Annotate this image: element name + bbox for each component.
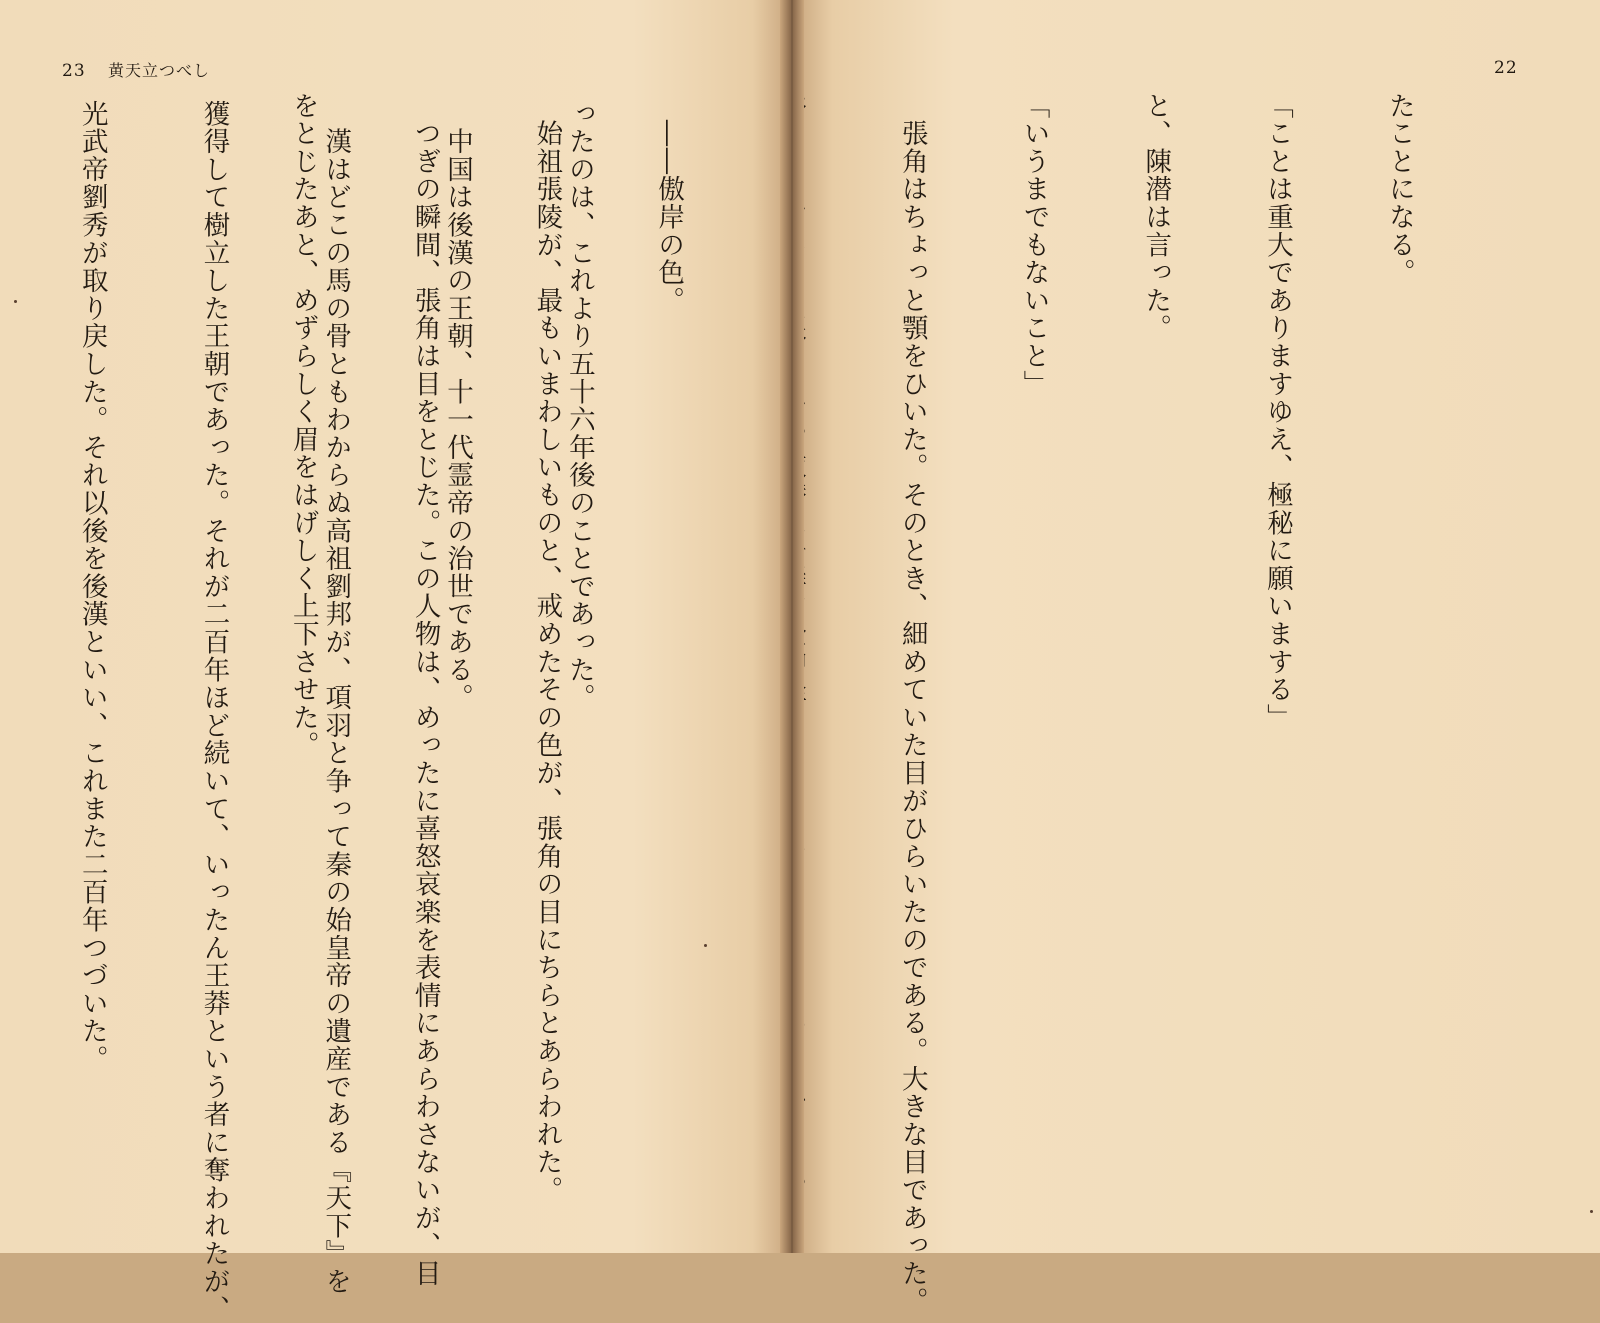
left-page-header [62, 58, 210, 81]
text-line: と、陳潜は言った。 [1140, 92, 1172, 343]
paper-speck [1590, 1210, 1593, 1213]
text-line: 始祖張陵が、最もいまわしいものと、戒めたその色が、張角の目にちらとあらわれた。 [531, 92, 563, 1204]
text-line: ――傲岸の色。 [653, 92, 685, 315]
text-line: 「いうまでもないこと」 [1018, 92, 1050, 398]
text-line: 中国は後漢の王朝、十一代霊帝の治世である。 [442, 100, 474, 712]
text-line: ったのは、これより五十六年後のことであった。 [563, 100, 595, 712]
text-line: 「ことは重大でありますゆえ、極秘に願いまする」 [1262, 92, 1294, 732]
left-page-number: 23 [62, 61, 86, 81]
right-page-body [0, 92, 1500, 1316]
text-line: 光武帝劉秀が取り戻した。それ以後を後漢といい、これまた二百年つづいた。 [76, 100, 108, 1073]
right-page-number: 22 [1494, 58, 1518, 78]
text-line: 漢はどこの馬の骨ともわからぬ高祖劉邦が、項羽と争って秦の始皇帝の遺産である『天下』を [320, 100, 352, 1296]
text-line: つぎの瞬間、張角は目をとじた。この人物は、めったに喜怒哀楽を表情にあらわさないが、目 [409, 92, 441, 1288]
running-title: 黄天立つべし [108, 61, 211, 80]
text-line: 張角はちょっと顎をひいた。そのとき、細めていた目がひらいたのである。大きな目であった。 [896, 92, 928, 1316]
text-line: 獲得して樹立した王朝であった。それが二百年ほど続いて、いったん王莽という者に奪われたが、 [198, 100, 230, 1323]
text-line: たことになる。 [1383, 92, 1415, 287]
book-gutter [780, 0, 804, 1253]
text-line: をとじたあと、めずらしく眉をはげしく上下させた。 [287, 92, 319, 760]
